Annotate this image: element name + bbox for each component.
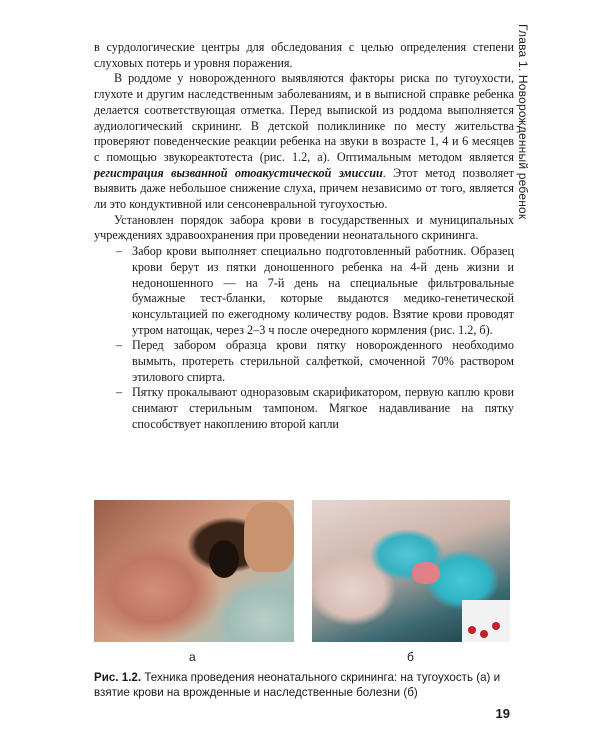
page-number: 19 xyxy=(495,706,510,721)
photo-a-finger xyxy=(244,502,294,572)
paragraph-3: Установлен порядок забора крови в государственных и муниципальных учреждениях здравоохранения при проведении неонатального скрининга. xyxy=(94,212,514,243)
paragraph-1: в сурдологические центры для обследования с целью определения степени слуховых потерь и уровня поражения. xyxy=(94,40,514,70)
running-header-text: Глава 1. Новорожденный ребенок xyxy=(516,24,530,220)
photo-a-probe xyxy=(209,540,239,578)
dash-list xyxy=(94,244,514,432)
paragraph-2-start: В роддоме у новорожденного выявляются факторы риска по тугоухости, глухоте и другим наследственным заболеваниям, и в выписной справке ребенка делается соответствующая отметка. Перед выпиской из роддома выполняется аудиологический скрининг. В детской поликлинике по месту жительства проверяют поведенческие реакции ребенка на звуки в возрасте 1, 4 и 6 месяцев с помощью звукореактотеста (рис. 1.2, а). Оптимальным методом является xyxy=(94,71,514,164)
figure-photo-a xyxy=(94,500,294,642)
figure-photo-b xyxy=(312,500,510,642)
list-item: – Забор крови выполняет специально подготовленный работник. Образец крови берут из пятки доношенного ребенка на 4-й день жизни и недоношенного — на 7-й день на специальные фильтровальные бумажные тест-бланки, которые выдаются медико-генетической консультацией по ежегодному количеству родов. Взятие крови проводят утром натощак, через 2–3 ч после очередного кормления (рис. 1.2, б). xyxy=(94,244,514,338)
caption-text: Техника проведения неонатального скрининга: на тугоухость (а) и взятие крови на врожденные и наследственные болезни (б) xyxy=(94,671,501,699)
paragraph-2-end: . Этот метод позволяет выявить даже небольшое снижение слуха, причем независимо от того, является ли это кондуктивной или сенсоневральной тугоухостью. xyxy=(94,165,514,212)
highlighted-term: регистрация вызванной отоакустической эмиссии xyxy=(94,165,383,180)
body-text xyxy=(94,40,514,433)
figure-label-a: а xyxy=(189,650,196,664)
paragraph-2 xyxy=(94,71,514,212)
list-item: – Пятку прокалывают одноразовым скарификатором, первую каплю крови снимают стерильным тампоном. Мягкое надавливание на пятку способствует накоплению второй капли xyxy=(94,385,514,432)
list-item: – Перед забором образца крови пятку новорожденного необходимо вымыть, протереть стерильной салфеткой, смоченной 70% раствором этилового спирта. xyxy=(94,338,514,385)
caption-number: Рис. 1.2. xyxy=(94,671,142,684)
figure-caption xyxy=(94,670,514,700)
photo-b-test-card xyxy=(462,600,510,642)
figure-label-b: б xyxy=(407,650,414,664)
photo-b-foot xyxy=(412,562,440,584)
